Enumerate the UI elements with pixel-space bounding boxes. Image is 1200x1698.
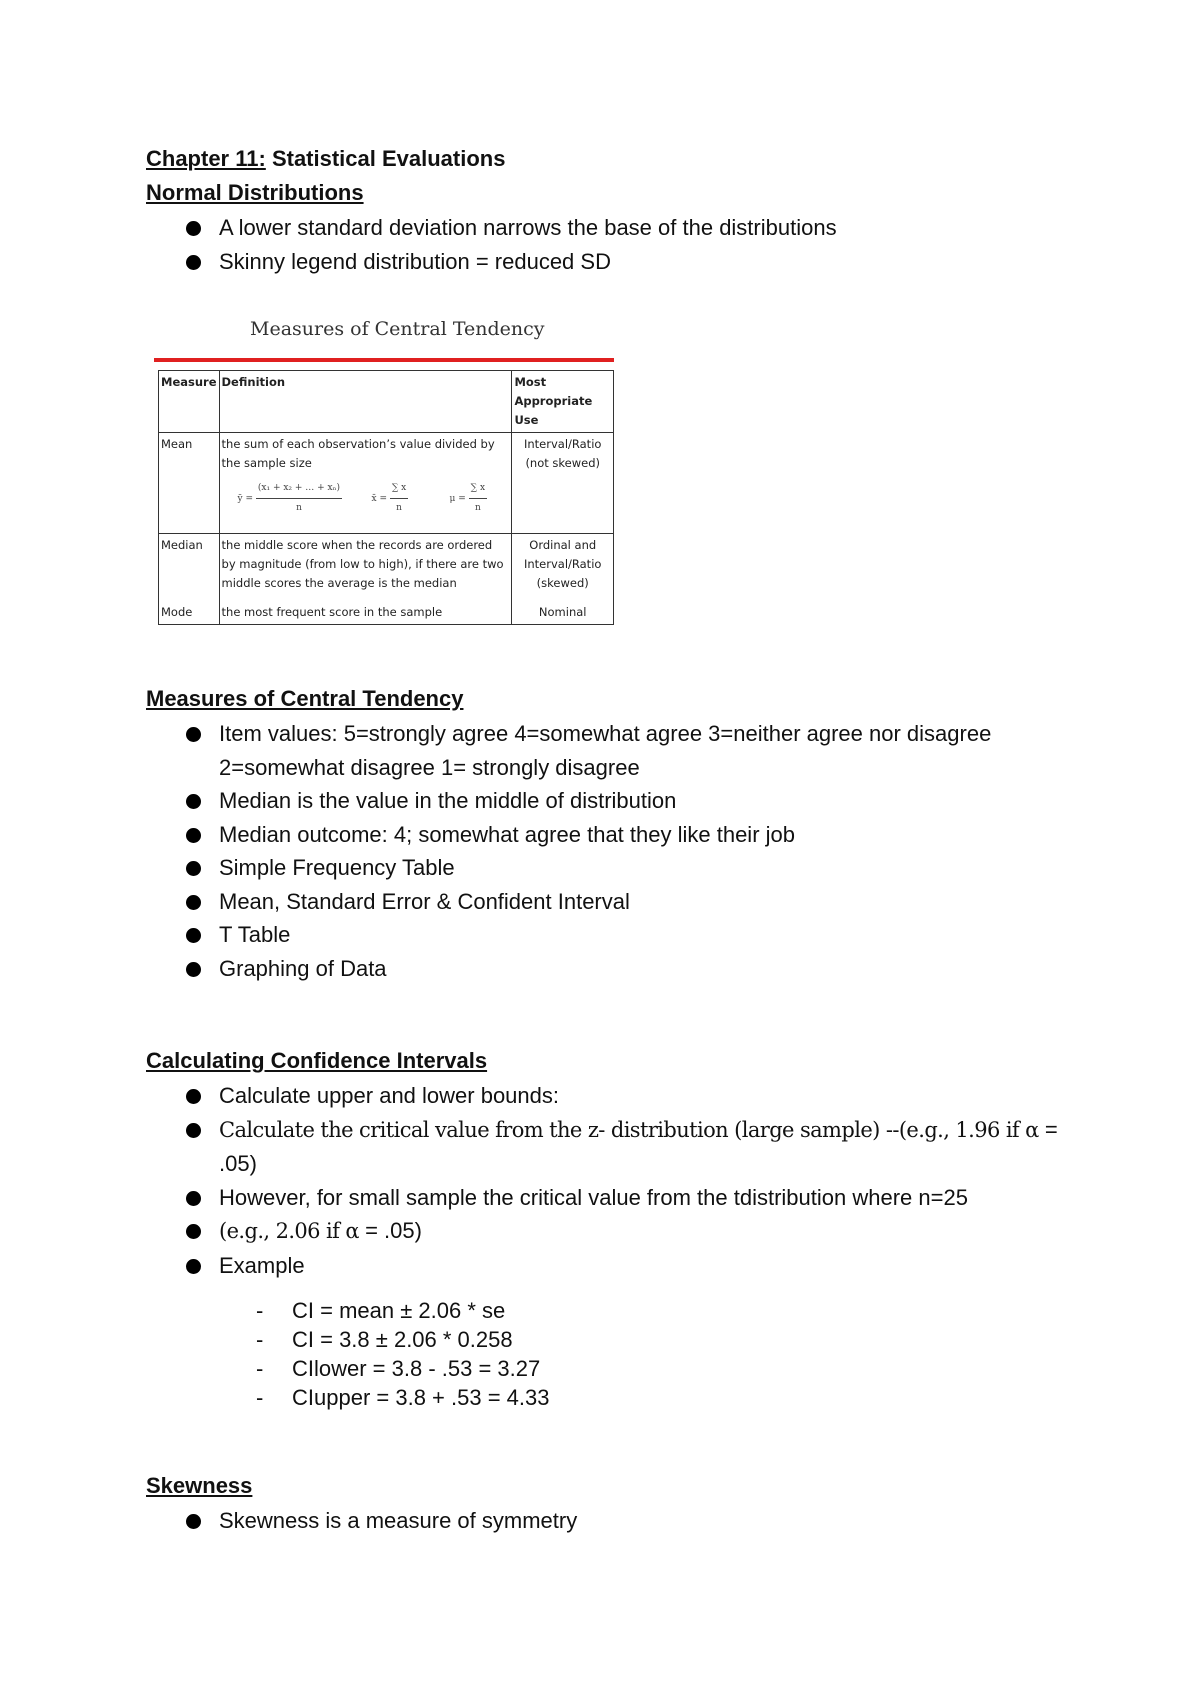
- list-item: Item values: 5=strongly agree 4=somewhat agree 3=neither agree nor disagree 2=somewhat disagree 1= strongly disagree: [146, 717, 1066, 784]
- list-item: Simple Frequency Table: [146, 851, 1066, 885]
- cell-measure: Mean: [159, 433, 220, 534]
- formula-population-mean: μ = $\frac{\sum x}{n}$: [450, 479, 488, 518]
- cell-definition: the middle score when the records are ordered by magnitude (from low to high), if there are two middle scores the average is the median: [219, 534, 512, 596]
- chapter-label: Chapter 11:: [146, 146, 266, 171]
- central-bullet-list: [146, 717, 1066, 985]
- heading-normal-distributions: Normal Distributions: [146, 180, 364, 205]
- central-tendency-figure: [154, 318, 614, 632]
- list-item: Graphing of Data: [146, 952, 1066, 986]
- chapter-name: Statistical Evaluations: [265, 146, 506, 171]
- cell-use: Ordinal and Interval/Ratio (skewed): [512, 534, 614, 596]
- chapter-title: [146, 146, 505, 172]
- figure-title: Measures of Central Tendency: [250, 318, 545, 340]
- skew-bullet-list: [146, 1504, 1066, 1538]
- alpha-value-text: = .05): [219, 1116, 1058, 1176]
- table-header-row: [159, 371, 614, 433]
- list-item: [146, 1113, 1066, 1181]
- t-example-text: (e.g., 2.06 if α: [219, 1219, 359, 1243]
- list-item: [146, 1214, 1066, 1249]
- list-item: - CI = mean ± 2.06 * se: [146, 1296, 549, 1325]
- formula-sample-mean: ȳ = $\frac{\text{(x₁ + x₂ + … + xₙ)}}{n}$: [238, 479, 343, 518]
- cell-measure: Mode: [159, 595, 220, 625]
- cell-definition: [219, 433, 512, 534]
- header-measure: Measure: [159, 371, 220, 433]
- list-item: Median outcome: 4; somewhat agree that they like their job: [146, 818, 1066, 852]
- list-item: Skinny legend distribution = reduced SD: [146, 245, 1066, 279]
- central-tendency-table: [158, 370, 614, 625]
- list-item: Skewness is a measure of symmetry: [146, 1504, 1066, 1538]
- table-row: [159, 534, 614, 596]
- list-item: - CIlower = 3.8 - .53 = 3.27: [146, 1354, 549, 1383]
- alpha-value-text: = .05): [358, 1218, 422, 1243]
- list-item: Example: [146, 1249, 1066, 1283]
- normal-bullet-list: [146, 211, 1066, 278]
- list-item: T Table: [146, 918, 1066, 952]
- list-item: A lower standard deviation narrows the base of the distributions: [146, 211, 1066, 245]
- header-use: Most Appropriate Use: [512, 371, 614, 433]
- cell-use: Interval/Ratio (not skewed): [512, 433, 614, 534]
- list-item: Calculate upper and lower bounds:: [146, 1079, 1066, 1113]
- ci-example-list: [146, 1296, 549, 1412]
- heading-skewness: Skewness: [146, 1473, 253, 1498]
- figure-red-rule: [154, 358, 614, 362]
- critical-value-text: Calculate the critical value from the z- distribution (large sample) --(e.g., 1.96 if α: [219, 1117, 1039, 1142]
- list-item: - CIupper = 3.8 + .53 = 4.33: [146, 1383, 549, 1412]
- heading-confidence-intervals: Calculating Confidence Intervals: [146, 1048, 488, 1073]
- cell-measure: Median: [159, 534, 220, 596]
- list-item: Mean, Standard Error & Confident Interval: [146, 885, 1066, 919]
- cell-definition: the most frequent score in the sample: [219, 595, 512, 625]
- header-definition: Definition: [219, 371, 512, 433]
- mean-formulas: [222, 473, 510, 513]
- ci-bullet-list: [146, 1079, 1066, 1282]
- definition-text: the sum of each observation’s value divided by the sample size: [221, 437, 495, 470]
- list-item: However, for small sample the critical value from the tdistribution where n=25: [146, 1181, 1066, 1215]
- cell-use: Nominal: [512, 595, 614, 625]
- list-item: - CI = 3.8 ± 2.06 * 0.258: [146, 1325, 549, 1354]
- list-item: Median is the value in the middle of distribution: [146, 784, 1066, 818]
- formula-x-bar: x̄ = $\frac{\sum x}{n}$: [372, 479, 409, 518]
- table-row: [159, 433, 614, 534]
- heading-central-tendency: Measures of Central Tendency: [146, 686, 464, 711]
- table-row: [159, 595, 614, 625]
